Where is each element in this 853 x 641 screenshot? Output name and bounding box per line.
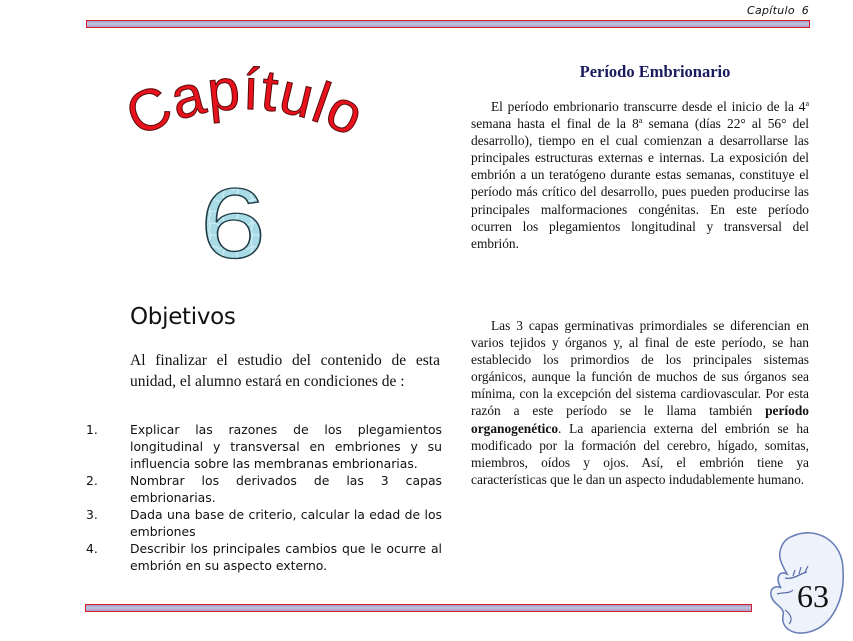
objective-item: [86, 472, 442, 506]
chapter-title-art: [95, 56, 395, 160]
objective-text: Describir los principales cambios que le ocurre al embrión en su aspecto externo.: [130, 541, 442, 573]
objective-number: 2.: [86, 473, 98, 488]
objective-text: Nombrar los derivados de las 3 capas embrionarias.: [130, 473, 442, 505]
objective-text: Dada una base de criterio, calcular la edad de los embriones: [130, 507, 442, 539]
objective-item: [86, 421, 442, 472]
objective-number: 4.: [86, 541, 98, 556]
paragraph-text: semana (días 22° al 56° del desarrollo), tiempo en el cual comienzan a desarrollarse las principales estructuras externas e internas. La exposición del embrión a un teratógeno durante estas semanas, constituye el período más crítico del desarrollo, pues pueden producirse las principales malformaciones congénitas. En este período ocurren los plegamientos longitudinal y transversal del embrión.: [471, 116, 809, 251]
page-number: 63: [797, 578, 829, 614]
chapter-number-art: [178, 172, 288, 272]
paragraph-text: El período embrionario transcurre desde el inicio de la 4: [491, 99, 806, 114]
superscript: a: [638, 116, 643, 126]
objective-item: [86, 506, 442, 540]
svg-text:Capítulo: [117, 57, 375, 149]
objectives-list: [86, 421, 442, 574]
objectives-heading: Objetivos: [130, 304, 236, 330]
objective-number: 3.: [86, 507, 98, 522]
paragraph-text: Las 3 capas germinativas primordiales se diferencian en varios tejidos y órganos y, al final de este período, se han establecido los primordios de los principales sistemas orgánicos, aunque la función de muchos de sus órganos sea mínima, con la excepción del sistema cardiovascular. Por esta razón a este período se le llama también: [471, 318, 809, 419]
footer-rule: [85, 604, 752, 612]
paragraph-embryonic-period: [471, 98, 809, 252]
objective-item: [86, 540, 442, 574]
chapter-title-text: Capítulo: [116, 56, 375, 150]
paragraph-text: semana hasta el final de la 8: [471, 116, 639, 132]
section-title: Período Embrionario: [579, 62, 731, 81]
header-rule: [86, 20, 810, 28]
objective-number: 1.: [86, 422, 98, 437]
objectives-intro: Al finalizar el estudio del contenido de esta unidad, el alumno estará en condiciones de :: [130, 352, 440, 390]
chapter-number-text: 6: [200, 172, 266, 272]
running-header: Capítulo 6: [746, 4, 809, 17]
superscript: a: [805, 99, 809, 108]
bold-term: período organogenético: [471, 403, 809, 436]
paragraph-text: . La apariencia externa del embrión se ha modificado por la formación del cerebro, hígado, somitas, miembros, oídos y ojos. Así, el embrión tiene ya características que le dan un aspecto indudablemente humano.: [471, 420, 809, 487]
paragraph-germ-layers: [471, 317, 809, 488]
objective-text: Explicar las razones de los plegamientos longitudinal y transversal en embriones y su influencia sobre las membranas embrionarias.: [130, 422, 442, 471]
